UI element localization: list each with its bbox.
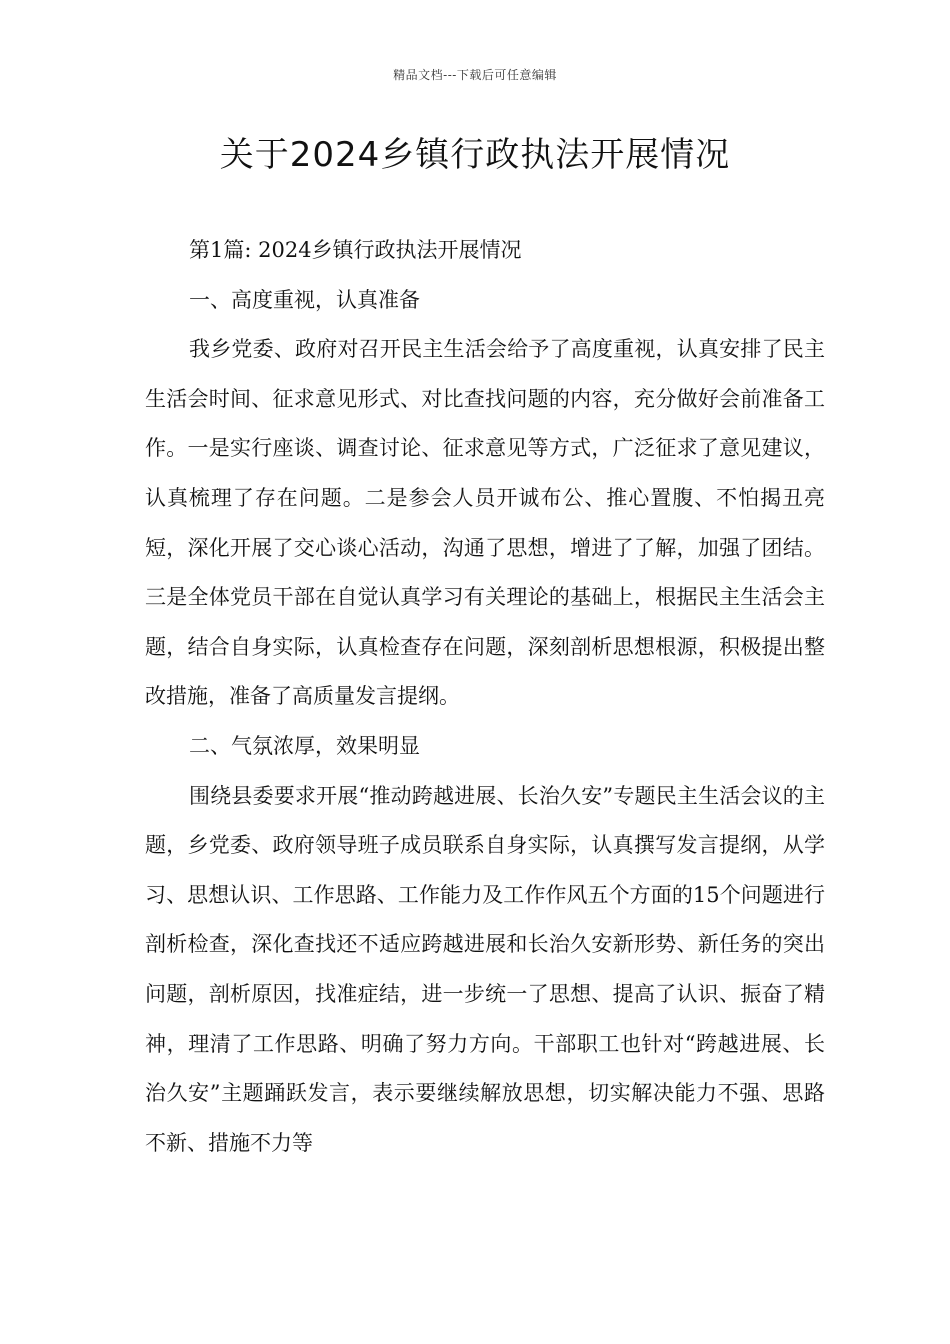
document-title: 关于2024乡镇行政执法开展情况 xyxy=(219,135,731,175)
body-paragraph-2: 围绕县委要求开展“推动跨越进展、长治久安”专题民主生活会议的主题，乡党委、政府领导班子成员联系自身实际，认真撰写发言提纲，从学习、思想认识、工作思路、工作能力及工作作风五个方面的15个问题进行剖析检查，深化查找还不适应跨越进展和长治久安新形势、新任务的突出问题，剖析原因，找准症结，进一步统一了思想、提高了认识、振奋了精神，理清了工作思路、明确了努力方向。干部职工也针对“跨越进展、长治久安”主题踊跃发言，表示要继续解放思想，切实解决能力不强、思路不新、措施不力等 xyxy=(145,783,825,1155)
chapter-heading: 第1篇: 2024乡镇行政执法开展情况 xyxy=(189,238,522,262)
body-paragraph-1: 我乡党委、政府对召开民主生活会给予了高度重视，认真安排了民主生活会时间、征求意见形式、对比查找问题的内容，充分做好会前准备工作。一是实行座谈、调查讨论、征求意见等方式，广泛征求了意见建议，认真梳理了存在问题。二是参会人员开诚布公、推心置腹、不怕揭丑亮短，深化开展了交心谈心活动，沟通了思想，增进了了解，加强了团结。三是全体党员干部在自觉认真学习有关理论的基础上，根据民主生活会主题，结合自身实际，认真检查存在问题，深刻剖析思想根源，积极提出整改措施，准备了高质量发言提纲。 xyxy=(145,337,825,709)
section-heading-2: 二、气氛浓厚，效果明显 xyxy=(189,733,420,758)
document-body xyxy=(145,226,825,1168)
section-heading-1: 一、高度重视，认真准备 xyxy=(189,287,420,312)
header-note: 精品文档---下载后可任意编辑 xyxy=(393,68,557,82)
